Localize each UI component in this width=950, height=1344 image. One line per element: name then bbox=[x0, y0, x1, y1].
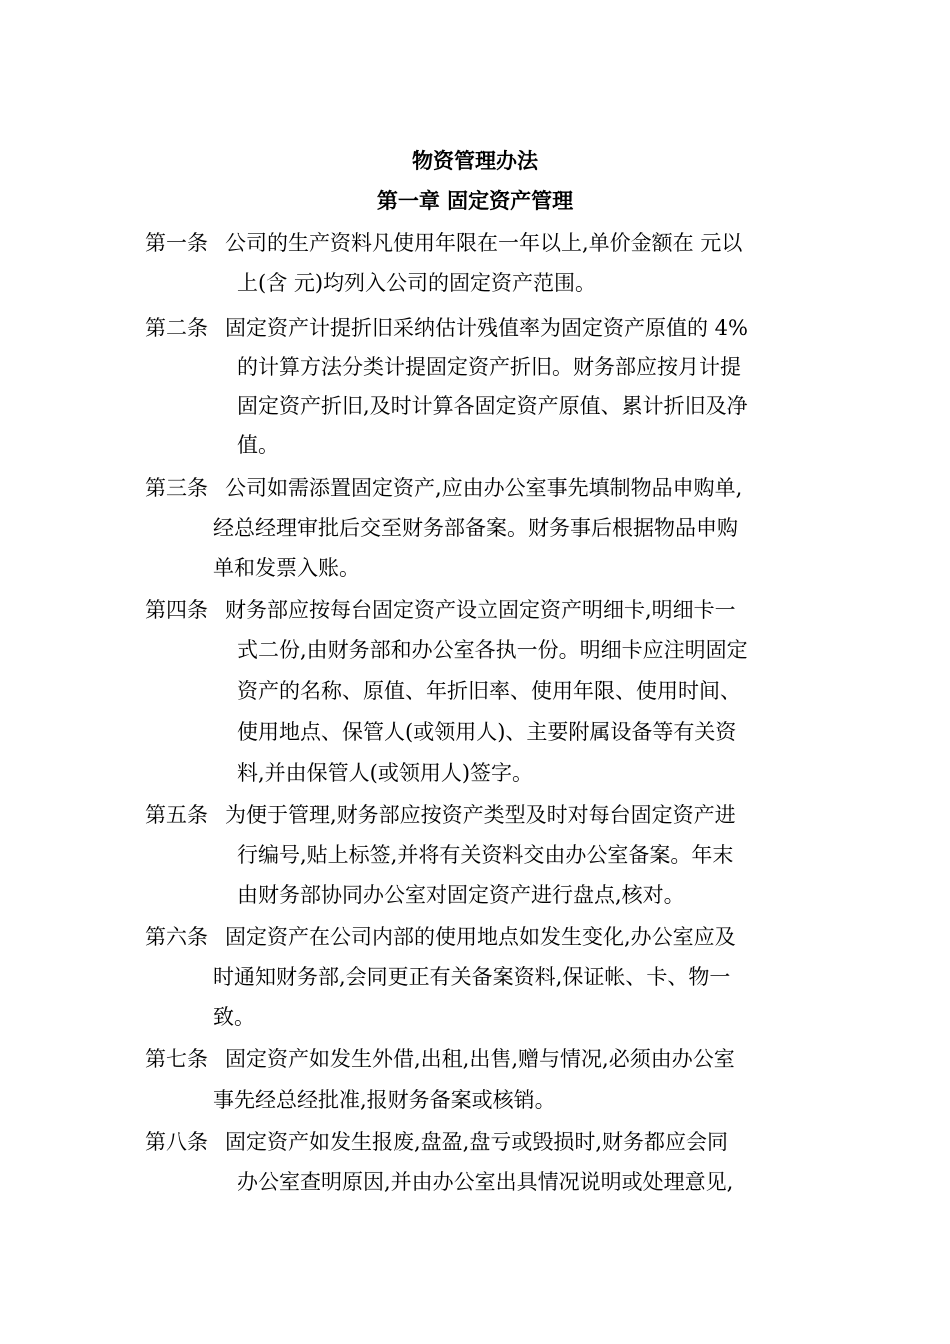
article-text-line: 由财务部协同办公室对固定资产进行盘点,核对。 bbox=[237, 883, 685, 907]
article-text-line: 固定资产在公司内部的使用地点如发生变化,办公室应及 bbox=[225, 925, 736, 949]
article-text-line: 固定资产如发生报废,盘盈,盘亏或毁损时,财务都应会同 bbox=[225, 1130, 729, 1154]
article-lead-line bbox=[145, 313, 748, 343]
article-label: 第七条 bbox=[145, 1047, 208, 1071]
article-text-line: 上(含 元)均列入公司的固定资产范围。 bbox=[237, 271, 597, 295]
article-text-line: 固定资产折旧,及时计算各固定资产原值、累计折旧及净 bbox=[237, 394, 748, 418]
article-text-line: 财务部应按每台固定资产设立固定资产明细卡,明细卡一 bbox=[225, 598, 736, 622]
article-lead-line bbox=[145, 1127, 728, 1157]
article-label: 第二条 bbox=[145, 316, 208, 340]
article-text-line: 公司的生产资料凡使用年限在一年以上,单价金额在 元以 bbox=[225, 231, 743, 255]
article-lead-line bbox=[145, 922, 736, 952]
article-text-line: 事先经总经批准,报财务备案或核销。 bbox=[213, 1088, 556, 1112]
article-text-line: 为便于管理,财务部应按资产类型及时对每台固定资产进 bbox=[225, 803, 736, 827]
article-lead-line bbox=[145, 473, 742, 503]
article-lead-line bbox=[145, 800, 736, 830]
article-text-line: 行编号,贴上标签,并将有关资料交由办公室备案。年末 bbox=[237, 843, 734, 867]
article-label: 第三条 bbox=[145, 476, 208, 500]
article-label: 第六条 bbox=[145, 925, 208, 949]
article-text-line: 式二份,由财务部和办公室各执一份。明细卡应注明固定 bbox=[237, 638, 748, 662]
article-text-line: 单和发票入账。 bbox=[213, 556, 360, 580]
article-text-line: 固定资产如发生外借,出租,出售,赠与情况,必须由办公室 bbox=[225, 1047, 735, 1071]
article-text-line: 固定资产计提折旧采纳估计残值率为固定资产原值的 4% bbox=[225, 316, 748, 340]
article-label: 第四条 bbox=[145, 598, 208, 622]
article-text-line: 的计算方法分类计提固定资产折旧。财务部应按月计提 bbox=[237, 355, 741, 379]
article-text-line: 值。 bbox=[237, 433, 279, 457]
article-lead-line bbox=[145, 595, 736, 625]
article-label: 第五条 bbox=[145, 803, 208, 827]
article-text-line: 料,并由保管人(或领用人)签字。 bbox=[237, 761, 534, 785]
document-title: 物资管理办法 bbox=[412, 148, 538, 173]
article-text-line: 经总经理审批后交至财务部备案。财务事后根据物品申购 bbox=[213, 516, 738, 540]
article-text-line: 致。 bbox=[213, 1005, 255, 1029]
chapter-heading: 第一章 固定资产管理 bbox=[376, 188, 574, 213]
article-lead-line bbox=[145, 228, 742, 258]
article-label: 第八条 bbox=[145, 1130, 208, 1154]
article-text-line: 公司如需添置固定资产,应由办公室事先填制物品申购单, bbox=[225, 476, 743, 500]
article-text-line: 资产的名称、原值、年折旧率、使用年限、使用时间、 bbox=[237, 679, 741, 703]
article-lead-line bbox=[145, 1044, 735, 1074]
article-label: 第一条 bbox=[145, 231, 208, 255]
article-text-line: 办公室查明原因,并由办公室出具情况说明或处理意见, bbox=[237, 1170, 734, 1194]
article-text-line: 使用地点、保管人(或领用人)、主要附属设备等有关资 bbox=[237, 720, 737, 744]
article-text-line: 时通知财务部,会同更正有关备案资料,保证帐、卡、物一 bbox=[213, 965, 731, 989]
